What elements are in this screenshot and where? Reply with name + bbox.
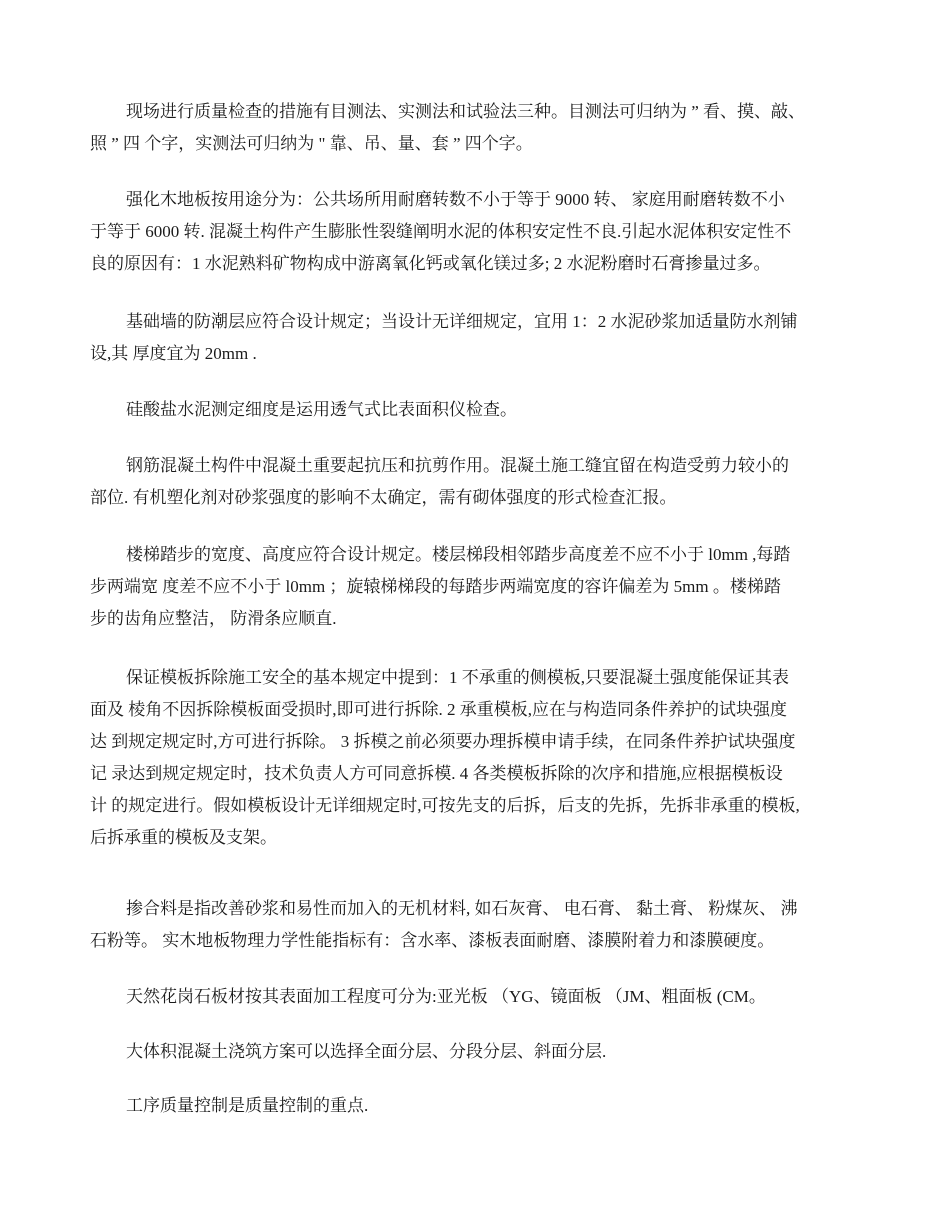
paragraph-admixtures: [90, 893, 865, 957]
text-line: 设,其 厚度宜为 20mm .: [90, 344, 257, 363]
text-line: 部位. 有机塑化剂对砂浆强度的影响不太确定，需有砌体强度的形式检查汇报。: [90, 488, 677, 507]
paragraph-formwork-removal: [90, 662, 865, 854]
text-line: 照 ” 四 个字，实测法可归纳为 " 靠、吊、量、套 ” 四个字。: [90, 134, 533, 153]
text-line: 于等于 6000 转. 混凝土构件产生膨胀性裂缝阐明水泥的体积安定性不良.引起水泥体积安定性不: [90, 222, 792, 241]
text-line: 硅酸盐水泥测定细度是运用透气式比表面积仪检查。: [126, 400, 517, 419]
text-line: 基础墙的防潮层应符合设计规定；当设计无详细规定，宜用 1：2 水泥砂浆加适量防水剂铺: [126, 312, 798, 331]
text-line: 楼梯踏步的宽度、高度应符合设计规定。楼层梯段相邻踏步高度差不应不小于 l0mm ,每踏: [126, 545, 791, 564]
paragraph-laminate-floor: [90, 184, 865, 280]
text-line: 计 的规定进行。假如模板设计无详细规定时,可按先支的后拆，后支的先拆，先拆非承重的模板,: [90, 796, 800, 815]
text-line: 天然花岗石板材按其表面加工程度可分为:亚光板 （YG、镜面板 （JM、粗面板 (CM。: [126, 987, 766, 1006]
text-line: 工序质量控制是质量控制的重点.: [126, 1096, 369, 1115]
text-line: 现场进行质量检查的措施有目测法、实测法和试验法三种。目测法可归纳为 ” 看、摸、敲、: [126, 102, 806, 121]
text-line: 记 录达到规定规定时，技术负责人方可同意拆模. 4 各类模板拆除的次序和措施,应根据模板设: [90, 764, 783, 783]
paragraph-inspection-methods: [90, 96, 865, 160]
text-line: 钢筋混凝土构件中混凝土重要起抗压和抗剪作用。混凝土施工缝宜留在构造受剪力较小的: [126, 456, 789, 475]
paragraph-damp-proof-course: [90, 306, 865, 370]
text-line: 石粉等。 实木地板物理力学性能指标有：含水率、漆板表面耐磨、漆膜附着力和漆膜硬度。: [90, 931, 775, 950]
text-line: 保证模板拆除施工安全的基本规定中提到：1 不承重的侧模板,只要混凝土强度能保证其表: [126, 668, 789, 687]
text-line: 达 到规定规定时,方可进行拆除。 3 拆模之前必须要办理拆模申请手续，在同条件养护试块强度: [90, 732, 796, 751]
paragraph-mass-concrete: [90, 1036, 865, 1068]
text-line: 步两端宽 度差不应不小于 l0mm ；旋辕梯梯段的每踏步两端宽度的容许偏差为 5mm 。楼梯踏: [90, 577, 781, 596]
paragraph-granite-finish: [90, 981, 865, 1013]
paragraph-stair-treads: [90, 539, 865, 635]
text-line: 大体积混凝土浇筑方案可以选择全面分层、分段分层、斜面分层.: [126, 1042, 607, 1061]
text-line: 步的齿角应整洁， 防滑条应顺直.: [90, 609, 337, 628]
paragraph-reinforced-concrete: [90, 450, 865, 514]
text-line: 掺合料是指改善砂浆和易性而加入的无机材料, 如石灰膏、 电石膏、 黏土膏、 粉煤灰、 沸: [126, 899, 798, 918]
paragraph-cement-fineness: [90, 394, 865, 426]
text-line: 良的原因有：1 水泥熟料矿物构成中游离氧化钙或氧化镁过多; 2 水泥粉磨时石膏掺量过多。: [90, 254, 771, 273]
text-line: 面及 棱角不因拆除模板面受损时,即可进行拆除. 2 承重模板,应在与构造同条件养护的试块强度: [90, 700, 787, 719]
text-line: 后拆承重的模板及支架。: [90, 828, 277, 847]
text-line: 强化木地板按用途分为：公共场所用耐磨转数不小于等于 9000 转、 家庭用耐磨转数不小: [126, 190, 785, 209]
paragraph-process-quality: [90, 1090, 865, 1122]
